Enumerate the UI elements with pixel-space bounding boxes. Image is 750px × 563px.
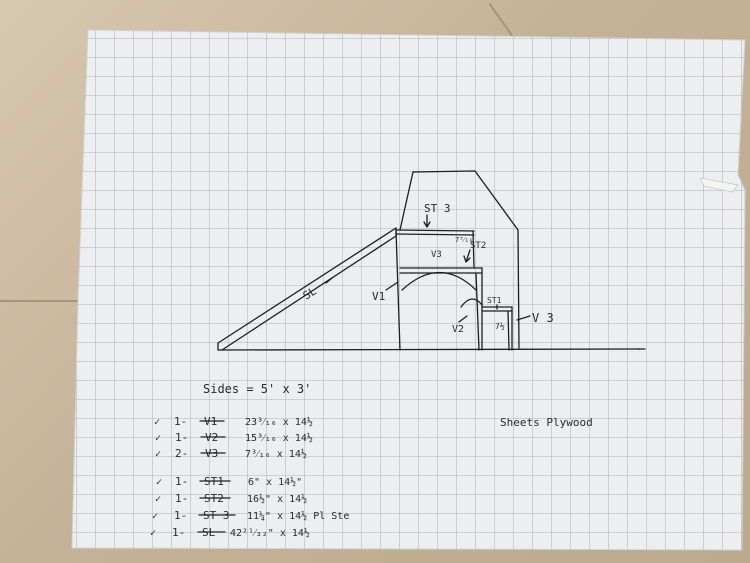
- label-v3-small: V3: [431, 250, 442, 260]
- label-slide: SL: [300, 284, 319, 303]
- cut-qty: 1-: [175, 475, 189, 488]
- cut-qty: 1-: [172, 526, 186, 539]
- cut-dims: 42²¹⁄₃₂" x 14½: [230, 528, 310, 539]
- cut-part: V3: [205, 447, 219, 460]
- label-st2: ST2: [470, 241, 487, 251]
- cut-check: ✓: [150, 528, 157, 539]
- cut-qty: 1-: [174, 415, 188, 428]
- plywood-note: Sheets Plywood: [500, 416, 593, 429]
- cut-dims: 7³⁄₁₆ x 14½: [245, 449, 307, 460]
- cut-part: V2: [205, 431, 219, 444]
- cut-check: ✓: [155, 433, 162, 444]
- cut-part: ST 3: [203, 509, 230, 522]
- cut-qty: 1-: [174, 509, 188, 522]
- cut-dims: 16½" x 14½: [247, 494, 308, 505]
- cut-check: ✓: [156, 477, 163, 488]
- cut-check: ✓: [152, 511, 159, 522]
- cut-part: V1: [204, 415, 218, 428]
- cut-check: ✓: [155, 449, 162, 460]
- label-st1: ST1: [487, 296, 502, 305]
- cut-check: ✓: [154, 417, 161, 428]
- label-st3: ST 3: [424, 202, 451, 215]
- label-v1: V1: [372, 290, 386, 303]
- cut-dims: 15³⁄₁₆ x 14½: [245, 433, 313, 444]
- cut-part: ST2: [204, 492, 224, 505]
- cut-dims: 23³⁄₁₆ x 14½: [245, 417, 313, 428]
- cut-part: SL: [202, 526, 216, 539]
- cut-part: ST1: [204, 475, 224, 488]
- cut-dims: 6" x 14½": [248, 477, 303, 488]
- cut-qty: 2-: [175, 447, 189, 460]
- sides-note: Sides = 5' x 3': [203, 382, 312, 396]
- cut-qty: 1-: [175, 431, 189, 444]
- label-seven-half: 7½: [495, 322, 505, 331]
- label-v2: V2: [452, 324, 465, 335]
- cut-dims: 11¼" x 14½ Pl Ste: [247, 511, 350, 522]
- label-dim-7-3-16: 7³⁄₁₆: [455, 236, 474, 244]
- cut-check: ✓: [155, 494, 162, 505]
- cut-qty: 1-: [175, 492, 189, 505]
- label-v3-main: V 3: [532, 311, 554, 325]
